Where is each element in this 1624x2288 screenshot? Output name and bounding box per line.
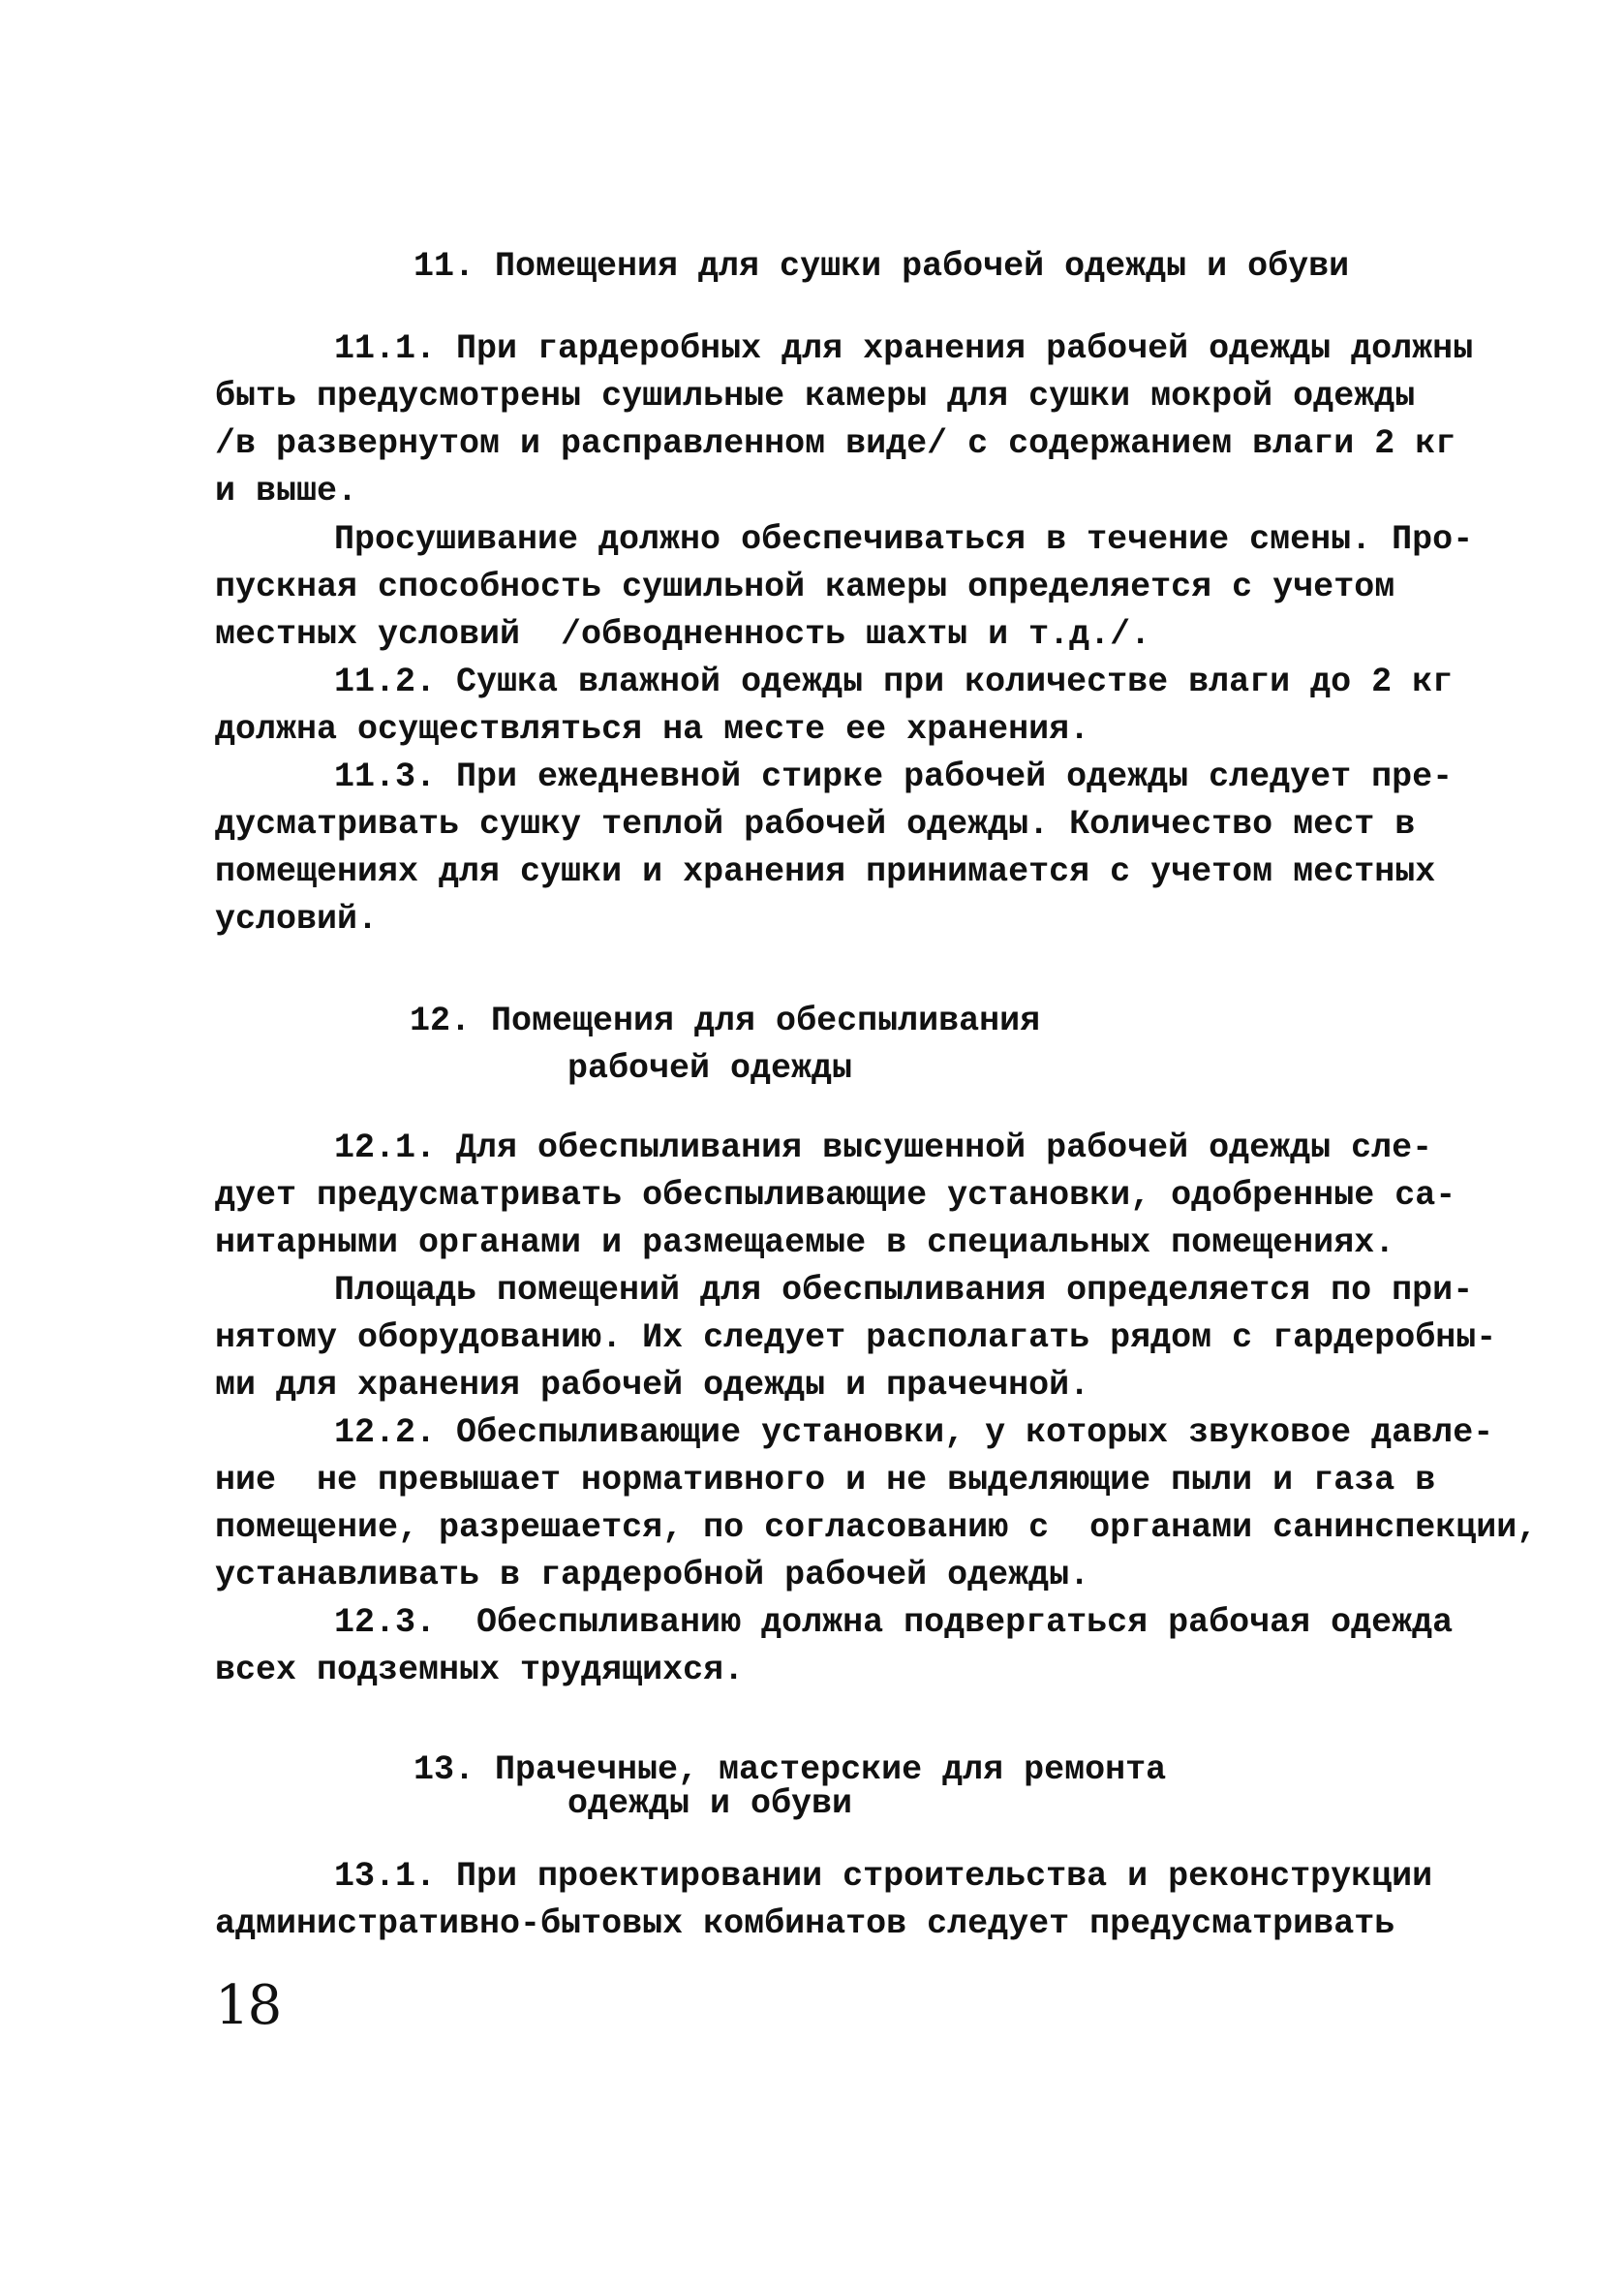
- paragraph-line: ми для хранения рабочей одежды и прачечной.: [215, 1366, 1090, 1405]
- page-number: 18: [215, 1974, 281, 2037]
- paragraph-line: условий.: [215, 900, 379, 939]
- paragraph-line: дует предусматривать обеспыливающие установки, одобренные са-: [215, 1176, 1456, 1215]
- paragraph-line: помещение, разрешается, по согласованию с органами санинспекции,: [215, 1508, 1538, 1547]
- paragraph-line: ние не превышает нормативного и не выделяющие пыли и газа в: [215, 1461, 1436, 1500]
- paragraph-line: дусматривать сушку теплой рабочей одежды. Количество мест в: [215, 805, 1416, 844]
- paragraph-line: 11.2. Сушка влажной одежды при количестве влаги до 2 кг: [334, 663, 1454, 701]
- paragraph-line: 11.3. При ежедневной стирке рабочей одежды следует пре-: [334, 758, 1454, 796]
- paragraph-line: помещениях для сушки и хранения принимается с учетом местных: [215, 852, 1436, 891]
- paragraph-line: Площадь помещений для обеспыливания определяется по при-: [334, 1271, 1474, 1310]
- paragraph-line: местных условий /обводненность шахты и т.д./.: [215, 615, 1151, 654]
- section-heading: одежды и обуви: [567, 1784, 853, 1823]
- paragraph-line: Просушивание должно обеспечиваться в течение смены. Про-: [334, 520, 1474, 559]
- paragraph-line: всех подземных трудящихся.: [215, 1651, 745, 1689]
- paragraph-line: и выше.: [215, 472, 358, 510]
- paragraph-line: 12.2. Обеспыливающие установки, у которых звуковое давле-: [334, 1413, 1494, 1452]
- paragraph-line: 12.1. Для обеспыливания высушенной рабочей одежды сле-: [334, 1129, 1433, 1167]
- paragraph-line: устанавливать в гардеробной рабочей одежды.: [215, 1556, 1090, 1594]
- paragraph-line: 13.1. При проектировании строительства и реконструкции: [334, 1857, 1433, 1896]
- paragraph-line: пускная способность сушильной камеры определяется с учетом: [215, 568, 1395, 606]
- paragraph-line: нятому оборудованию. Их следует располагать рядом с гардеробны-: [215, 1318, 1497, 1357]
- paragraph-line: административно-бытовых комбинатов следует предусматривать: [215, 1904, 1395, 1943]
- section-heading: 13. Прачечные, мастерские для ремонта: [414, 1750, 1167, 1789]
- section-heading: рабочей одежды: [567, 1049, 853, 1088]
- paragraph-line: /в развернутом и расправленном виде/ с содержанием влаги 2 кг: [215, 424, 1456, 463]
- paragraph-line: должна осуществляться на месте ее хранения.: [215, 710, 1090, 749]
- section-heading: 12. Помещения для обеспыливания: [410, 1002, 1041, 1040]
- paragraph-line: нитарными органами и размещаемые в специальных помещениях.: [215, 1223, 1395, 1262]
- paragraph-line: 11.1. При гардеробных для хранения рабочей одежды должны: [334, 329, 1474, 368]
- paragraph-line: 12.3. Обеспыливанию должна подвергаться рабочая одежда: [334, 1603, 1454, 1642]
- paragraph-line: быть предусмотрены сушильные камеры для сушки мокрой одежды: [215, 377, 1416, 416]
- section-heading: 11. Помещения для сушки рабочей одежды и обуви: [414, 247, 1350, 286]
